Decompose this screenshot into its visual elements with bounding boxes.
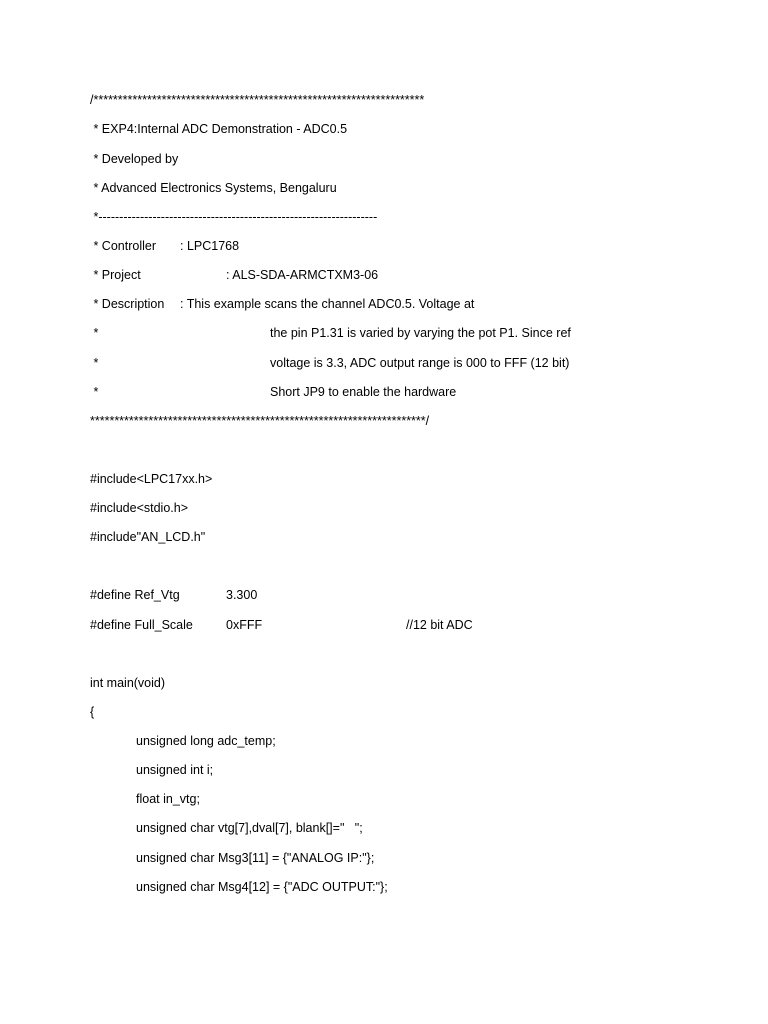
comment-bottom-border: *********************************************************************/ bbox=[90, 414, 430, 428]
define-value: 3.300 bbox=[226, 588, 258, 602]
code-line: unsigned char Msg3[11] = {"ANALOG IP:"}; bbox=[136, 851, 375, 865]
code-line: unsigned long adc_temp; bbox=[136, 734, 276, 748]
define-name: #define Full_Scale bbox=[90, 618, 193, 632]
controller-value: : LPC1768 bbox=[180, 239, 240, 253]
controller-label: * Controller bbox=[90, 239, 156, 253]
description-value: : This example scans the channel ADC0.5. Voltage at bbox=[180, 297, 475, 311]
comment-project-line bbox=[90, 266, 690, 284]
desc-star: * bbox=[90, 385, 99, 399]
desc-text: voltage is 3.3, ADC output range is 000 to FFF (12 bit) bbox=[270, 356, 570, 370]
comment-description-cont-1 bbox=[90, 324, 690, 342]
desc-text: Short JP9 to enable the hardware bbox=[270, 385, 457, 399]
comment-controller-line bbox=[90, 237, 690, 255]
include-line: #include<stdio.h> bbox=[90, 501, 188, 515]
define-comment: //12 bit ADC bbox=[406, 618, 473, 632]
desc-star: * bbox=[90, 356, 99, 370]
comment-top-border: /******************************************************************** bbox=[90, 93, 425, 107]
project-value: : ALS-SDA-ARMCTXM3-06 bbox=[226, 268, 379, 282]
comment-separator: *------------------------------------------------------------------- bbox=[90, 210, 378, 224]
code-line: unsigned int i; bbox=[136, 763, 214, 777]
include-line: #include<LPC17xx.h> bbox=[90, 472, 213, 486]
comment-company: * Advanced Electronics Systems, Bengaluru bbox=[90, 181, 337, 195]
define-value: 0xFFF bbox=[226, 618, 263, 632]
comment-description-cont-2 bbox=[90, 354, 690, 372]
comment-developed-by: * Developed by bbox=[90, 152, 179, 166]
comment-description-line bbox=[90, 295, 690, 313]
define-name: #define Ref_Vtg bbox=[90, 588, 180, 602]
comment-title: * EXP4:Internal ADC Demonstration - ADC0.5 bbox=[90, 122, 348, 136]
main-signature: int main(void) bbox=[90, 676, 166, 690]
include-line: #include"AN_LCD.h" bbox=[90, 530, 206, 544]
desc-star: * bbox=[90, 326, 99, 340]
code-line: float in_vtg; bbox=[136, 792, 200, 806]
desc-text: the pin P1.31 is varied by varying the pot P1. Since ref bbox=[270, 326, 571, 340]
open-brace: { bbox=[90, 705, 95, 719]
description-label: * Description bbox=[90, 297, 165, 311]
comment-description-cont-3 bbox=[90, 383, 690, 401]
code-line: unsigned char vtg[7],dval[7], blank[]=" "; bbox=[136, 821, 363, 835]
project-label: * Project bbox=[90, 268, 141, 282]
define-line bbox=[90, 586, 690, 604]
define-line bbox=[90, 616, 690, 634]
code-line: unsigned char Msg4[12] = {"ADC OUTPUT:"}; bbox=[136, 880, 388, 894]
